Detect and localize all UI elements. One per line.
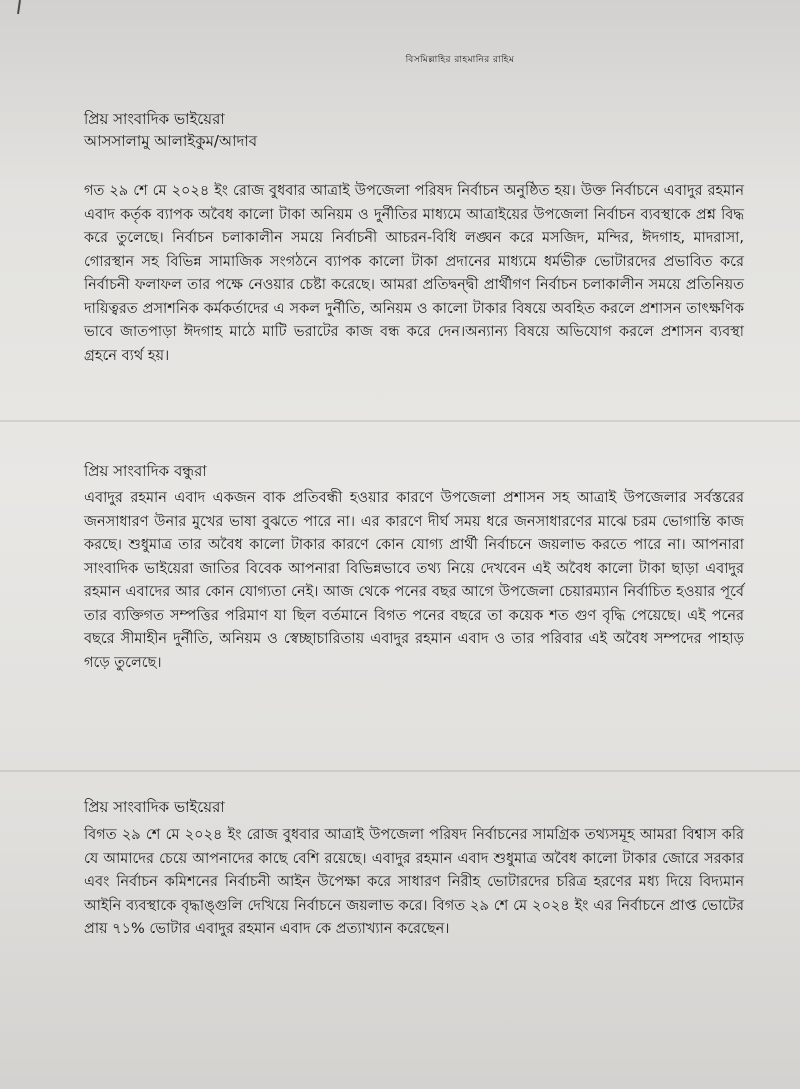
greeting-block (84, 108, 744, 152)
salutation-3-text: প্রিয় সাংবাদিক ভাইয়েরা (84, 798, 225, 816)
paper-fold-line (0, 420, 800, 422)
paragraph-3-text: বিগত ২৯ শে মে ২০২৪ ইং রোজ বুধবার আত্রাই উপজেলা পরিষদ নির্বাচনের সামগ্রিক তথ্যসমূহ আমরা বিশ্বাস করি যে আমাদের চেয়ে আপনাদের কাছে বেশি রয়েছে। এবাদুর রহমান এবাদ শুধুমাত্র অবৈধ কালো টাকার জোরে সরকার এবং নির্বাচন কমিশনের নির্বাচনী আইন উপেক্ষা করে সাধারণ নিরীহ ভোটারদের চরিত্র হরণের মধ্য দিয়ে বিদ্যমান আইনি ব্যবস্থাকে বৃদ্ধাঙ্গুলি দেখিয়ে নির্বাচনে জয়লাভ করে। বিগত ২৯ শে মে ২০২৪ ইং এর নির্বাচনে প্রাপ্ত ভোটের প্রায় ৭১% ভোটার এবাদুর রহমান এবাদ কে প্রত্যাখ্যান করেছেন। (84, 827, 744, 937)
greeting-salam: আসসালামু আলাইকুম/আদাব (84, 132, 258, 150)
paragraph-2-text: এবাদুর রহমান এবাদ একজন বাক প্রতিবন্ধী হওয়ার কারণে উপজেলা প্রশাসন সহ আত্রাই উপজেলার সর্বস্তরের জনসাধারণ উনার মুখের ভাষা বুঝতে পারে না। এর কারণে দীর্ঘ সময় ধরে জনসাধারণের মাঝে চরম ভোগান্তি কাজ করছে। শুধুমাত্র তার অবৈধ কালো টাকার কারণে কোন যোগ্য প্রার্থী নির্বাচনে জয়লাভ করতে পারে না। আপনারা সাংবাদিক ভাইয়েরা জাতির বিবেক আপনারা বিভিন্নভাবে তথ্য নিয়ে দেখবেন এই অবৈধ কালো টাকা ছাড়া এবাদুর রহমান এবাদের আর কোন যোগ্যতা নেই। আজ থেকে পনের বছর আগে উপজেলা চেয়ারম্যান নির্বাচিত হওয়ার পূর্বে তার ব্যক্তিগত সম্পত্তির পরিমাণ যা ছিল বর্তমানে বিগত পনের বছরে তা কয়েক শত গুণ বৃদ্ধি পেয়েছে। এই পনের বছরে সীমাহীন দুর্নীতি, অনিয়ম ও স্বেচ্ছাচারিতায় এবাদুর রহমান এবাদ ও তার পরিবার এই অবৈধ সম্পদের পাহাড় গড়ে তুলেছে। (84, 490, 744, 671)
paragraph-3 (84, 824, 744, 942)
salutation-3 (84, 796, 744, 818)
greeting-salutation: প্রিয় সাংবাদিক ভাইয়েরা (84, 110, 225, 128)
salutation-2-text: প্রিয় সাংবাদিক বন্ধুরা (84, 462, 207, 480)
paragraph-1-text: গত ২৯ শে মে ২০২৪ ইং রোজ বুধবার আত্রাই উপজেলা পরিষদ নির্বাচন অনুষ্ঠিত হয়। উক্ত নির্বাচনে এবাদুর রহমান এবাদ কর্তৃক ব্যাপক অবৈধ কালো টাকা অনিয়ম ও দুর্নীতির মাধ্যমে আত্রাইয়ের উপজেলা নির্বাচন ব্যবস্থাকে প্রশ্ন বিদ্ধ করে তুলেছে। নির্বাচন চলাকালীন সময়ে নির্বাচনী আচরন-বিধি লঙ্ঘন করে মসজিদ, মন্দির, ঈদগাহ, মাদরাসা, গোরস্থান সহ বিভিন্ন সামাজিক সংগঠনে ব্যাপক কালো টাকা প্রদানের মাধ্যমে ধর্মভীরু ভোটারদের প্রভাবিত করে নির্বাচনী ফলাফল তার পক্ষে নেওয়ার চেষ্টা করেছে। আমরা প্রতিদ্বন্দ্বী প্রার্থীগণ নির্বাচন চলাকালীন সময়ে প্রতিনিয়ত দায়িত্বরত প্রসাশনিক কর্মকর্তাদের এ সকল দুর্নীতি, অনিয়ম ও কালো টাকার বিষয়ে অবহিত করলে প্রশাসন তাৎক্ষণিক ভাবে জাতপাড়া ঈদগাহ মাঠে মাটি ভরাটের কাজ বন্ধ করে দেন।অন্যান্য বিষয়ে অভিযোগ করলে প্রশাসন ব্যবস্থা গ্রহনে ব্যর্থ হয়। (84, 183, 744, 364)
salutation-2 (84, 460, 744, 482)
letter-heading: বিসমিল্লাহির রাহমানির রাহিম (405, 55, 515, 65)
paper-fold-line (0, 770, 800, 772)
pen-mark (17, 0, 21, 14)
paragraph-1 (84, 180, 744, 368)
paragraph-2 (84, 487, 744, 675)
